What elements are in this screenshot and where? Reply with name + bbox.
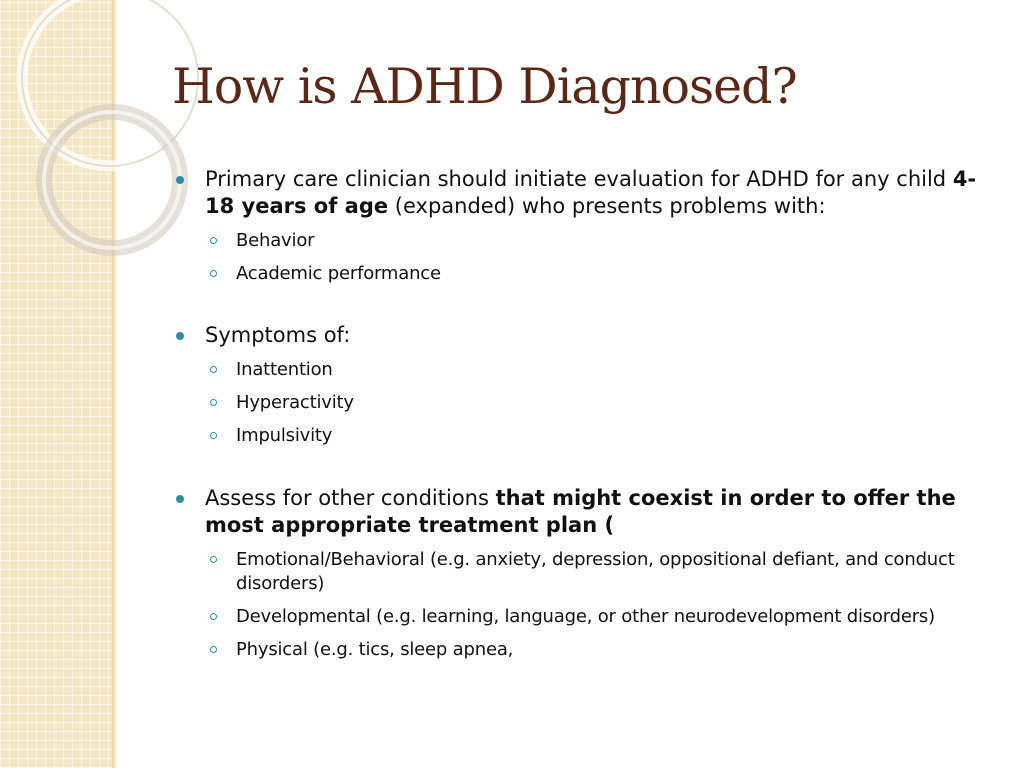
sub-item-text: Emotional/Behavioral (e.g. anxiety, depression, oppositional defiant, and conduct disorders) (236, 549, 955, 594)
sub-bullet-ring-icon (210, 646, 217, 653)
sub-item-text: Inattention (236, 359, 333, 380)
bullet-evaluation-bold: 4-18 years of age (205, 167, 977, 218)
bullet-evaluation (176, 166, 984, 220)
decorative-ring-small-highlight (44, 112, 180, 248)
bullet-symptoms (176, 322, 984, 349)
sub-item-inattention (176, 358, 984, 382)
bullet-evaluation-text: Primary care clinician should initiate evaluation for ADHD for any child (205, 167, 953, 191)
slide-title: How is ADHD Diagnosed? (172, 58, 797, 115)
sub-item-text: Impulsivity (236, 425, 333, 446)
sub-item-text: Physical (e.g. tics, sleep apnea, (236, 639, 514, 660)
bullet-evaluation-text-after: (expanded) who presents problems with: (388, 194, 826, 218)
sub-item-impulsivity (176, 424, 984, 448)
sub-item-text: Behavior (236, 230, 315, 251)
sub-item-behavior (176, 229, 984, 253)
sub-bullet-ring-icon (210, 432, 217, 439)
bullet-symptoms-text: Symptoms of: (205, 323, 351, 347)
sub-bullet-ring-icon (210, 613, 217, 620)
bullet-dot-icon (176, 495, 184, 503)
slide-content (176, 166, 984, 662)
bullet-assess (176, 485, 984, 539)
sub-item-text: Academic performance (236, 263, 441, 284)
sub-bullet-ring-icon (210, 366, 217, 373)
sub-bullet-ring-icon (210, 399, 217, 406)
sub-item-text: Developmental (e.g. learning, language, or other neurodevelopment disorders) (236, 606, 935, 627)
sub-bullet-ring-icon (210, 270, 217, 277)
bullet-dot-icon (176, 176, 184, 184)
sub-item-physical (176, 638, 984, 662)
sub-item-text: Hyperactivity (236, 392, 354, 413)
sub-bullet-ring-icon (210, 237, 217, 244)
sub-bullet-ring-icon (210, 556, 217, 563)
sub-item-developmental (176, 605, 984, 629)
bullet-dot-icon (176, 332, 184, 340)
bullet-assess-bold: that might coexist in order to offer the most appropriate treatment plan ( (205, 486, 956, 537)
decorative-circles (0, 0, 180, 300)
bullet-assess-text: Assess for other conditions (205, 486, 496, 510)
sub-item-hyperactivity (176, 391, 984, 415)
sub-item-academic-performance (176, 262, 984, 286)
sub-item-emotional-behavioral (176, 548, 984, 596)
